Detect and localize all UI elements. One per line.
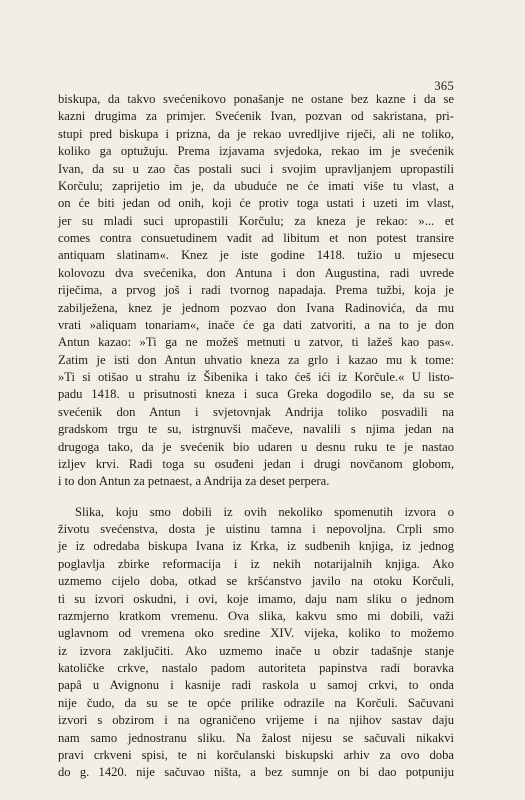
text-line: Slika, koju smo dobili iz ovih nekoliko spomenutih izvora o	[75, 504, 454, 519]
body-text	[58, 91, 454, 782]
text-line: antiquam slatinam«. Knez je iste godine 1418. tužio u mjesecu	[58, 248, 454, 263]
text-line: nije čudo, da su se te opće prilike odrazile na Korčuli. Sačuvani	[58, 695, 454, 710]
text-line: razmjerno kratkom vremenu. Ova slika, kakvu smo mi dobili, važi	[58, 608, 454, 623]
text-line: Zatim je isti don Antun uhvatio kneza za grlo i kazao mu k tome:	[58, 352, 454, 367]
text-line: zabilježena, knez je jednom pozvao don Ivana Radinovića, da mu	[58, 300, 454, 315]
text-line: padu 1418. u prisutnosti kneza i suca Greka dogodilo se, da su se	[58, 387, 454, 402]
paragraph-gap	[58, 491, 454, 504]
text-line: svećenik don Antun i svjetovnjak Andrija toliko posvadili na	[58, 404, 454, 419]
text-line: nam samo jednostranu sliku. Na žalost nijesu se sačuvali nikakvi	[58, 730, 454, 745]
text-line: uzmemo cijelo doba, otkad se kršćanstvo javilo na otoku Korčuli,	[58, 574, 454, 589]
text-line: koliko ga optužuju. Prema izjavama svjedoka, rekao im je svećenik	[58, 144, 454, 159]
text-line: biskupa, da takvo svećenikovo ponašanje ne ostane bez kazne i da se	[58, 92, 454, 106]
text-line: životu svećenstva, dosta je uistinu tamna i nepovoljna. Crpli smo	[58, 522, 454, 536]
text-line: riječima, a prvog još i radi tvornog napadaja. Prema tužbi, koja je	[58, 283, 454, 298]
text-line: pravi crkveni spisi, te ni korčulanski biskupski arhiv za ovo doba	[58, 747, 454, 762]
text-line: gradskom trgu te su, istrgnuvši mačeve, navalili s njima jedan na	[58, 422, 454, 437]
text-line: je iz odredaba biskupa Ivana iz Krka, iz sudbenih knjiga, iz jednog	[58, 539, 454, 554]
text-line: jer su mladi suci upropastili Korčulu; za kneza je rekao: »... et	[58, 213, 454, 228]
text-line: papâ u Avignonu i kasnije radi raskola u samoj crkvi, to onda	[58, 678, 454, 693]
text-line: Antun kazao: »Ti ga ne možeš metnuti u zatvor, ti lažeš kao pas«.	[58, 335, 454, 350]
text-line: comes contra consuetudinem vadit ad libitum et non potest transire	[58, 231, 454, 245]
text-line: on će biti jedan od onih, koji će protiv toga ustati i uzeti im vlast,	[58, 196, 454, 211]
paragraph	[58, 91, 454, 491]
paragraph	[58, 504, 454, 782]
text-line: Korčulu; zaprijetio im je, da ubuduće ne će imati više tu vlast, a	[58, 178, 454, 193]
text-line: izljev krvi. Radi toga su osuđeni jedan i drugi novčanom globom,	[58, 456, 454, 471]
text-line: iz izvora zaključiti. Ako uzmemo inače u obzir tadašnje stanje	[58, 643, 454, 658]
text-line: Ivan, da su u zao čas postali suci i svojim upravljanjem upropastili	[58, 161, 454, 176]
text-line: poglavlja zbirke reformacija i iz nekih notarijalnih knjiga. Ako	[58, 556, 454, 571]
text-line: drugoga tako, da je svećenik bio udaren u desnu ruku te je nastao	[58, 439, 454, 454]
text-line: uglavnom od vremena oko sredine XIV. vijeka, koliko to možemo	[58, 626, 454, 641]
text-line: stupi pred biskupa i prizna, da je rekao uvredljive riječi, ali ne toliko,	[58, 126, 454, 141]
text-line: vrati »aliquam tonariam«, inače će ga dati zatvoriti, a na to je don	[58, 317, 454, 332]
text-line: i to don Antun za petnaest, a Andrija za deset perpera.	[58, 474, 330, 489]
text-line: katoličke crkve, nastalo padom autoriteta papinstva radi boravka	[58, 661, 454, 675]
text-line: izvori s obzirom i na ograničeno vrijeme i na njihov sastav daju	[58, 713, 454, 728]
text-line: kazni drugima za primjer. Svećenik Ivan, pozvan od sakristana, pri-	[58, 109, 454, 124]
text-line: kolovozu dva svećenika, don Antuna i don Augustina, radi uvrede	[58, 265, 454, 280]
page-number: 365	[434, 79, 454, 93]
text-line: »Ti si otišao u strahu iz Šibenika i tako ćeš ići iz Korčule.« U listo-	[58, 370, 454, 384]
text-line: do g. 1420. nije sačuvao ništa, a bez sumnje on bi dao potpuniju	[58, 765, 454, 780]
text-line: ti su izvori oskudni, i ovi, koje imamo, daju nam sliku o jednom	[58, 591, 454, 606]
